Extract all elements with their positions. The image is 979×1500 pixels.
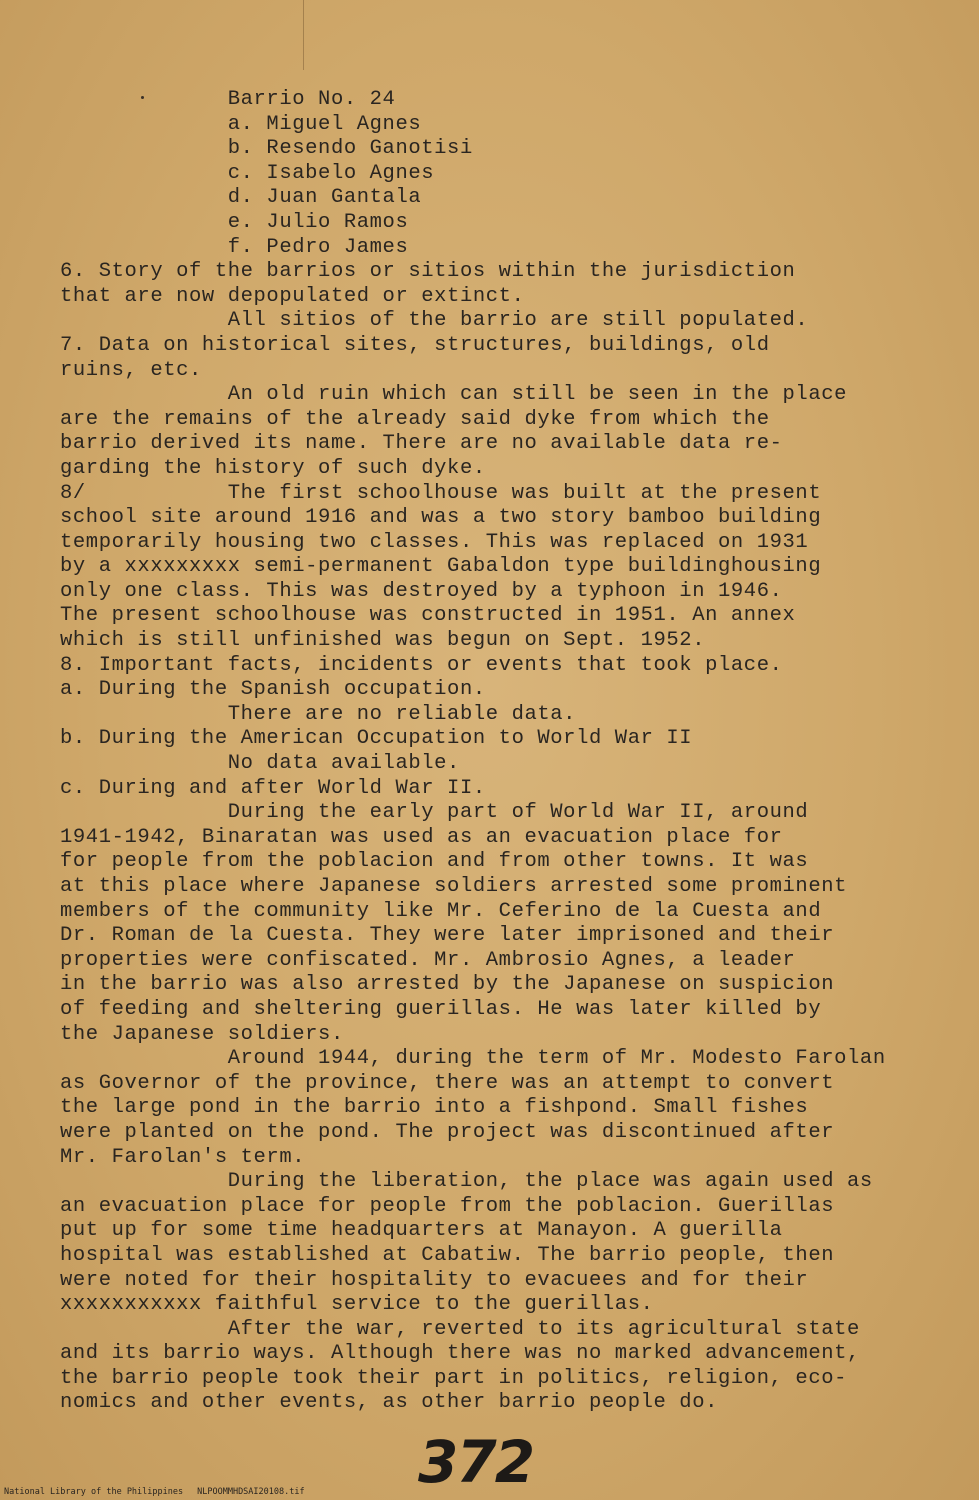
text-line: An old ruin which can still be seen in the place — [60, 383, 848, 407]
text-line: members of the community like Mr. Ceferino de la Cuesta and — [60, 899, 822, 923]
text-line: garding the history of such dyke. — [60, 456, 486, 480]
text-line: 8/ The first schoolhouse was built at the present — [60, 481, 822, 505]
text-line: an evacuation place for people from the poblacion. Guerillas — [60, 1194, 835, 1218]
text-line: 7. Data on historical sites, structures, buildings, old — [60, 333, 770, 357]
text-line: that are now depopulated or extinct. — [60, 284, 525, 308]
text-line: put up for some time headquarters at Manayon. A guerilla — [60, 1219, 783, 1243]
text-line: hospital was established at Cabatiw. The barrio people, then — [60, 1243, 835, 1267]
text-line: 1941-1942, Binaratan was used as an evacuation place for — [60, 825, 783, 849]
text-line: by a xxxxxxxxx semi-permanent Gabaldon type buildinghousing — [60, 555, 822, 579]
text-line: b. During the American Occupation to World War II — [60, 727, 693, 751]
text-line: c. During and after World War II. — [60, 776, 486, 800]
text-line: a. During the Spanish occupation. — [60, 678, 486, 702]
text-line: No data available. — [60, 752, 460, 776]
text-line: for people from the poblacion and from other towns. It was — [60, 850, 809, 874]
text-line: only one class. This was destroyed by a typhoon in 1946. — [60, 579, 783, 603]
text-line: the large pond in the barrio into a fishpond. Small fishes — [60, 1096, 809, 1120]
text-line: barrio derived its name. There are no available data re- — [60, 432, 783, 456]
text-line: There are no reliable data. — [60, 702, 577, 726]
text-line: During the early part of World War II, around — [60, 801, 809, 825]
text-line: c. Isabelo Agnes — [60, 161, 435, 185]
text-line: After the war, reverted to its agricultural state — [60, 1317, 860, 1341]
text-line: b. Resendo Ganotisi — [60, 137, 473, 161]
text-line: 6. Story of the barrios or sitios within the jurisdiction — [60, 260, 796, 284]
text-line: nomics and other events, as other barrio people do. — [60, 1391, 719, 1415]
text-line: Dr. Roman de la Cuesta. They were later imprisoned and their — [60, 924, 835, 948]
text-line: Barrio No. 24 — [60, 88, 396, 111]
scan-footer — [4, 1487, 319, 1497]
text-line: 8. Important facts, incidents or events that took place. — [60, 653, 783, 677]
text-line: and its barrio ways. Although there was no marked advancement, — [60, 1342, 860, 1366]
page-number: 372 — [418, 1428, 534, 1496]
text-line: All sitios of the barrio are still populated. — [60, 309, 809, 333]
text-line: ruins, etc. — [60, 358, 202, 382]
text-line: Mr. Farolan's term. — [60, 1145, 306, 1169]
text-line: d. Juan Gantala — [60, 186, 422, 210]
text-line: Around 1944, during the term of Mr. Modesto Farolan — [60, 1047, 886, 1071]
text-line: the Japanese soldiers. — [60, 1022, 344, 1046]
text-line: e. Julio Ramos — [60, 210, 409, 234]
text-line: The present schoolhouse was constructed in 1951. An annex — [60, 604, 796, 628]
footer-library: National Library of the Philippines — [4, 1487, 184, 1497]
text-line: xxxxxxxxxxx faithful service to the guerillas. — [60, 1293, 654, 1317]
text-line: During the liberation, the place was again used as — [60, 1170, 873, 1194]
text-line: in the barrio was also arrested by the Japanese on suspicion — [60, 973, 835, 997]
text-line: were noted for their hospitality to evacuees and for their — [60, 1268, 809, 1292]
text-line: which is still unfinished was begun on Sept. 1952. — [60, 629, 706, 653]
text-line: at this place where Japanese soldiers arrested some prominent — [60, 875, 848, 898]
text-line: f. Pedro James — [60, 235, 409, 259]
text-line: of feeding and sheltering guerillas. He was later killed by — [60, 997, 822, 1021]
typewritten-text — [60, 88, 960, 1416]
page-fold-line — [303, 0, 304, 70]
text-line: are the remains of the already said dyke from which the — [60, 407, 770, 431]
footer-file: NLPOOMMHDSAI20108.tif — [197, 1487, 305, 1497]
text-line: properties were confiscated. Mr. Ambrosio Agnes, a leader — [60, 948, 796, 972]
text-line: the barrio people took their part in politics, religion, eco- — [60, 1366, 848, 1390]
text-line: as Governor of the province, there was an attempt to convert — [60, 1071, 835, 1095]
text-line: were planted on the pond. The project was discontinued after — [60, 1120, 835, 1144]
text-line: temporarily housing two classes. This was replaced on 1931 — [60, 530, 809, 554]
text-line: a. Miguel Agnes — [60, 112, 422, 136]
text-line: school site around 1916 and was a two story bamboo building — [60, 506, 822, 530]
